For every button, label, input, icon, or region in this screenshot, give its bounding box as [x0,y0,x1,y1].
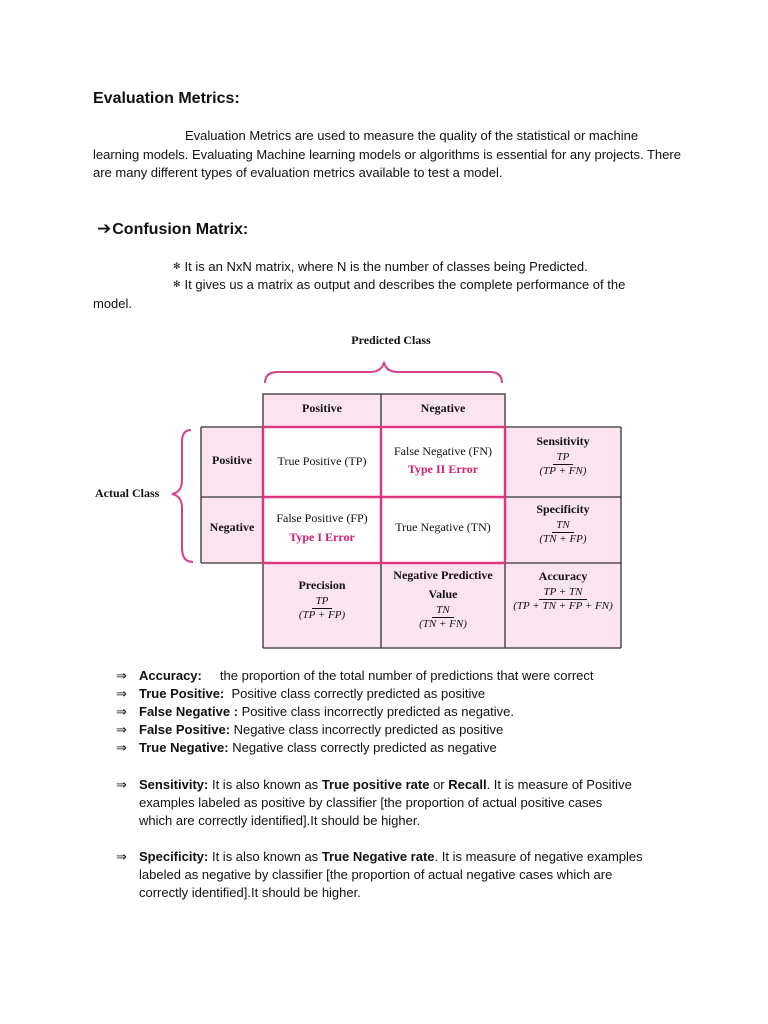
type-ii-error: Type II Error [407,462,479,476]
star-bullet-icon: ✻ [173,261,181,271]
npv-formula: $\frac{TN}{(TN + FN)}$ [419,604,467,630]
top-brace [265,362,502,383]
cell-true-positive: True Positive (TP) [277,454,367,468]
actual-class-label: Actual Class [95,486,160,500]
accuracy-formula: $\frac{TP + TN}{(TP + TN + FP + FN)}$ [513,586,613,612]
page-title: Evaluation Metrics: [93,90,240,107]
sensitivity-cell [505,434,621,478]
double-arrow-icon: ⇒ [116,777,127,792]
col-header-negative: Negative [420,401,466,415]
double-arrow-icon: ⇒ [116,668,127,683]
left-brace [172,430,193,562]
sensitivity-definition-line3: which are correctly identified].It should be higher. [139,813,421,828]
predicted-class-label: Predicted Class [351,333,431,347]
intro-text: Evaluation Metrics are used to measure the quality of the statistical or machine learning models. Evaluating Machine learning models or algorithms is essential for any projects. There are many different types of evaluation metrics available to test a model. [93,128,681,180]
type-i-error: Type I Error [289,530,355,544]
specificity-definition-line2: labeled as negative by classifier [the proportion of actual negative cases which are [139,867,613,882]
npv-label-1: Negative Predictive [393,568,493,582]
bullet-1: ✻ It is an NxN matrix, where N is the number of classes being Predicted. [173,259,588,274]
accuracy-label: Accuracy [538,569,588,583]
double-arrow-icon: ⇒ [116,740,127,755]
accuracy-cell [505,569,621,613]
specificity-cell [505,502,621,546]
precision-label: Precision [298,578,346,592]
double-arrow-icon: ⇒ [116,686,127,701]
bullet-2: ✻ It gives us a matrix as output and describes the complete performance of the [173,277,626,292]
arrow-right-icon: ➔ [97,219,112,238]
specificity-label: Specificity [536,502,590,516]
row-header-positive: Positive [212,453,252,467]
row-header-negative: Negative [209,520,255,534]
specificity-formula: $\frac{TN}{(TN + FP)}$ [539,519,587,545]
cell-true-negative: True Negative (TN) [395,520,491,534]
list-item: ⇒ False Positive: Negative class incorrectly predicted as positive [116,721,503,739]
sensitivity-formula: $\frac{TP}{(TP + FN)}$ [539,451,587,477]
precision-formula: $\frac{TP}{(TP + FP)}$ [298,595,346,621]
precision-cell [263,578,381,622]
cell-false-positive: False Positive (FP) [276,511,368,525]
npv-cell [381,568,505,631]
section-title: Confusion Matrix: [112,221,249,238]
col-header-positive: Positive [302,401,342,415]
star-bullet-icon: ✻ [173,279,181,289]
sensitivity-label: Sensitivity [536,434,590,448]
list-item: ⇒ True Positive: Positive class correctly predicted as positive [116,685,485,703]
specificity-definition-line3: correctly identified].It should be higher. [139,885,361,900]
list-item: ⇒ True Negative: Negative class correctly predicted as negative [116,739,497,757]
list-item: ⇒ False Negative : Positive class incorrectly predicted as negative. [116,703,514,721]
sensitivity-definition: ⇒ Sensitivity: It is also known as True positive rate or Recall. It is measure of Positive [116,776,632,794]
double-arrow-icon: ⇒ [116,849,127,864]
list-item: ⇒ Accuracy: the proportion of the total number of predictions that were correct [116,667,594,685]
cell-false-negative: False Negative (FN) [394,444,492,458]
specificity-definition: ⇒ Specificity: It is also known as True Negative rate. It is measure of negative examples [116,848,643,866]
sensitivity-definition-line2: examples labeled as positive by classifier [the proportion of actual positive cases [139,795,603,810]
double-arrow-icon: ⇒ [116,722,127,737]
bullet-2-continued: model. [93,296,133,311]
npv-label-2: Value [428,587,458,601]
double-arrow-icon: ⇒ [116,704,127,719]
